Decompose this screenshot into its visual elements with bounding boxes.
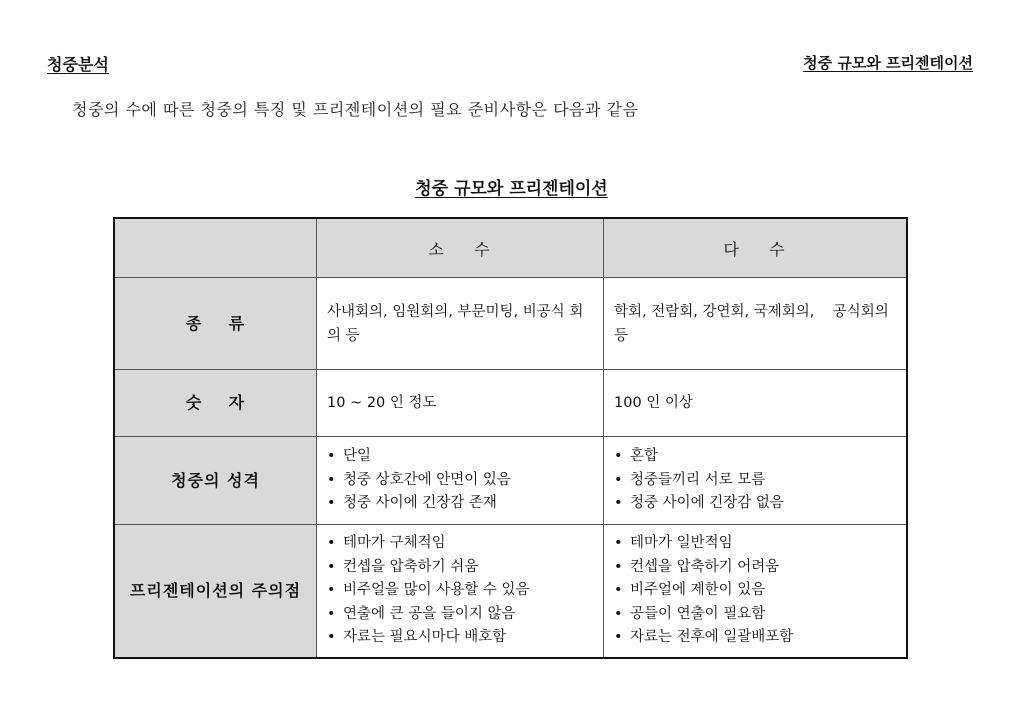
list-item: • 연출에 큰 공을 들이지 않음 xyxy=(327,603,593,627)
list-item: • 컨셉을 압축하기 쉬움 xyxy=(327,556,593,580)
list-item: • 테마가 구체적임 xyxy=(327,532,593,556)
table-row xyxy=(114,370,907,437)
table-row xyxy=(114,278,907,370)
list-item: • 비주얼에 제한이 있음 xyxy=(614,579,896,603)
table-row xyxy=(114,525,907,658)
intro-text: 청중의 수에 따른 청중의 특징 및 프리젠테이션의 필요 준비사항은 다음과 같음 xyxy=(72,100,639,119)
table-title: 청중 규모와 프리젠테이션 xyxy=(415,179,608,199)
header-right-title: 청중 규모와 프리젠테이션 xyxy=(803,54,973,72)
table-header-blank xyxy=(114,218,317,278)
list-item: • 자료는 전후에 일괄배포함 xyxy=(614,626,896,650)
list-item: • 혼합 xyxy=(614,445,896,469)
table-row xyxy=(114,437,907,525)
cell-character-small xyxy=(317,437,604,525)
list-item: • 공들이 연출이 필요함 xyxy=(614,603,896,627)
row-label-cautions: 프리젠테이션의 주의점 xyxy=(114,525,317,658)
column-header-small: 소 수 xyxy=(317,218,604,278)
list-item: • 청중 사이에 긴장감 존재 xyxy=(327,492,593,516)
bullet-list xyxy=(614,445,896,516)
list-item: • 자료는 필요시마다 배호함 xyxy=(327,626,593,650)
cell-count-small: 10 ~ 20 인 정도 xyxy=(317,370,604,437)
list-item: • 비주얼을 많이 사용할 수 있음 xyxy=(327,579,593,603)
section-heading: 청중분석 xyxy=(47,55,109,74)
list-item: • 테마가 일반적임 xyxy=(614,532,896,556)
cell-character-large xyxy=(604,437,908,525)
list-item: • 청중 사이에 긴장감 없음 xyxy=(614,492,896,516)
row-label-count: 숫 자 xyxy=(114,370,317,437)
list-item: • 컨셉을 압축하기 어려움 xyxy=(614,556,896,580)
cell-type-small: 사내회의, 임원회의, 부문미팅, 비공식 회의 등 xyxy=(317,278,604,370)
cell-cautions-small xyxy=(317,525,604,658)
list-item: • 청중들끼리 서로 모름 xyxy=(614,469,896,493)
row-label-type: 종 류 xyxy=(114,278,317,370)
bullet-list xyxy=(327,445,593,516)
table-header-row xyxy=(114,218,907,278)
cell-cautions-large xyxy=(604,525,908,658)
list-item: • 청중 상호간에 안면이 있음 xyxy=(327,469,593,493)
bullet-list xyxy=(614,532,896,650)
cell-type-large: 학회, 전람회, 강연회, 국제회의, 공식회의 등 xyxy=(604,278,908,370)
column-header-large: 다 수 xyxy=(604,218,908,278)
row-label-character: 청중의 성격 xyxy=(114,437,317,525)
list-item: • 단일 xyxy=(327,445,593,469)
comparison-table xyxy=(113,217,908,659)
bullet-list xyxy=(327,532,593,650)
cell-count-large: 100 인 이상 xyxy=(604,370,908,437)
